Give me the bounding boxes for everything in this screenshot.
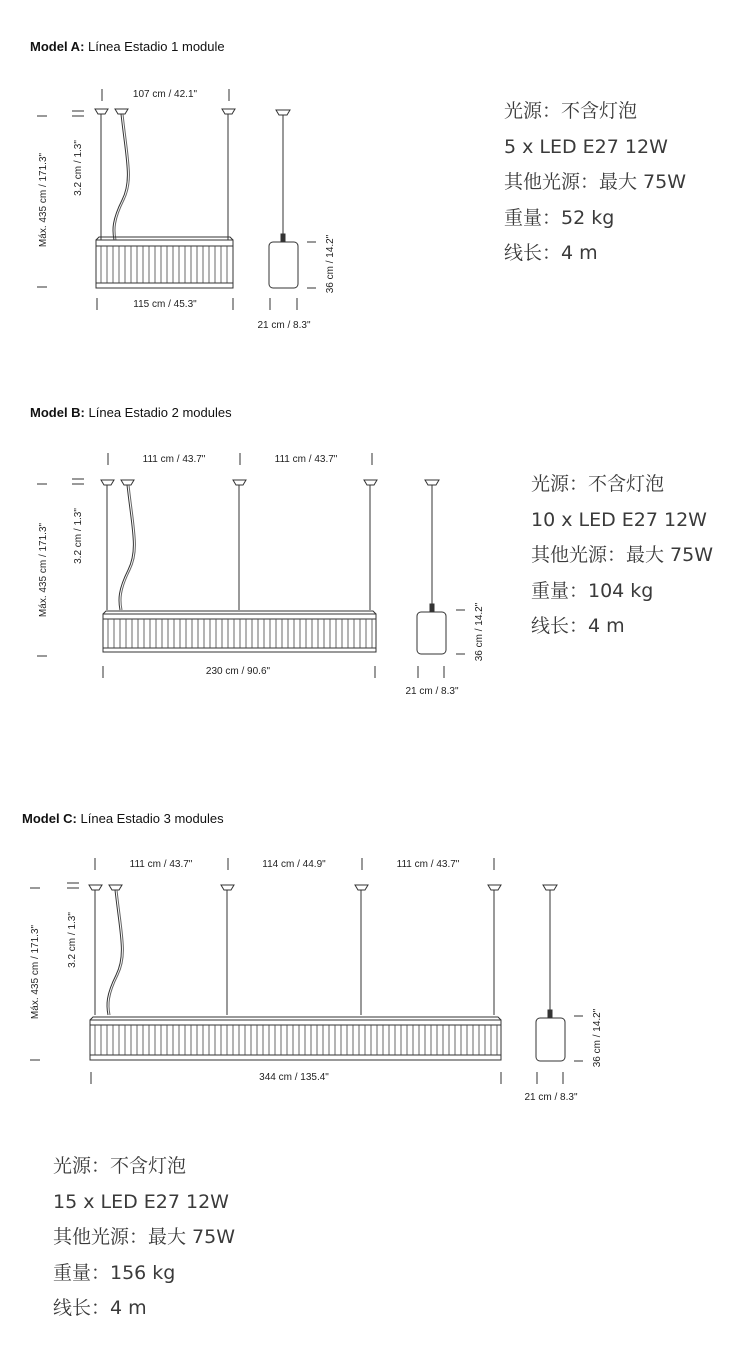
model-b-bottom-dim: 230 cm / 90.6" bbox=[205, 666, 271, 677]
spec-led: 10 x LED E27 12W bbox=[531, 508, 707, 531]
model-c-top-dim-2: 114 cm / 44.9" bbox=[262, 859, 326, 870]
spec-led: 15 x LED E27 12W bbox=[53, 1190, 229, 1213]
spec-cable-length: 线长：4 m bbox=[53, 1297, 147, 1319]
model-b-max-height: Máx. 435 cm / 171.3" bbox=[38, 522, 49, 618]
model-c-title bbox=[22, 811, 224, 826]
model-a-top-dim-1: 107 cm / 42.1" bbox=[132, 89, 198, 100]
model-c-bottom-dim: 344 cm / 135.4" bbox=[259, 1072, 329, 1083]
spec-cable-length: 线长：4 m bbox=[531, 615, 625, 637]
spec-other-source: 其他光源：最大 75W bbox=[531, 544, 714, 566]
spec-weight: 重量：104 kg bbox=[531, 579, 654, 602]
model-a-ribs bbox=[101, 246, 227, 283]
model-b-specs bbox=[531, 467, 713, 645]
spec-weight: 重量：156 kg bbox=[53, 1261, 176, 1284]
model-c-name: Línea Estadio 3 modules bbox=[80, 811, 224, 826]
spec-weight: 重量：52 kg bbox=[504, 206, 615, 229]
model-c-specs bbox=[53, 1149, 235, 1327]
model-c-side-height: 36 cm / 14.2" bbox=[592, 1008, 603, 1068]
model-c-diagram bbox=[0, 850, 750, 1110]
model-b-ribs bbox=[108, 619, 372, 648]
model-c-label: Model C: bbox=[22, 811, 77, 826]
model-b-title bbox=[30, 405, 232, 420]
model-c-top-dim-3: 111 cm / 43.7" bbox=[396, 859, 460, 870]
model-b-side-width: 21 cm / 8.3" bbox=[405, 686, 459, 697]
spec-light-source: 光源：不含灯泡 bbox=[531, 473, 665, 495]
model-c-max-height: Máx. 435 cm / 171.3" bbox=[30, 924, 41, 1020]
model-c-ribs bbox=[95, 1025, 497, 1055]
model-a-max-height: Máx. 435 cm / 171.3" bbox=[38, 152, 49, 248]
model-c-side-width: 21 cm / 8.3" bbox=[524, 1092, 578, 1103]
model-b-label: Model B: bbox=[30, 405, 85, 420]
model-c-top-dim-1: 111 cm / 43.7" bbox=[129, 859, 193, 870]
spec-light-source: 光源：不含灯泡 bbox=[53, 1155, 187, 1177]
spec-led: 5 x LED E27 12W bbox=[504, 135, 668, 158]
model-b-cap-gap: 3.2 cm / 1.3" bbox=[73, 508, 84, 564]
model-c-cap-gap: 3.2 cm / 1.3" bbox=[67, 912, 78, 968]
model-a-side-height: 36 cm / 14.2" bbox=[325, 234, 336, 294]
spec-other-source: 其他光源：最大 75W bbox=[504, 171, 687, 193]
spec-light-source: 光源：不含灯泡 bbox=[504, 100, 638, 122]
model-a-label: Model A: bbox=[30, 39, 85, 54]
model-a-bottom-dim: 115 cm / 45.3" bbox=[133, 299, 197, 310]
model-a-side-width: 21 cm / 8.3" bbox=[257, 320, 311, 331]
model-b-name: Línea Estadio 2 modules bbox=[88, 405, 232, 420]
model-a-cap-gap: 3.2 cm / 1.3" bbox=[73, 140, 84, 196]
model-b-top-dim-1: 111 cm / 43.7" bbox=[142, 454, 206, 465]
model-b-side-height: 36 cm / 14.2" bbox=[474, 602, 485, 662]
model-a-title bbox=[30, 39, 225, 54]
model-b-top-dim-2: 111 cm / 43.7" bbox=[274, 454, 338, 465]
spec-cable-length: 线长：4 m bbox=[504, 242, 598, 264]
spec-other-source: 其他光源：最大 75W bbox=[53, 1226, 236, 1248]
model-a-specs bbox=[504, 94, 686, 272]
model-a-name: Línea Estadio 1 module bbox=[88, 39, 225, 54]
